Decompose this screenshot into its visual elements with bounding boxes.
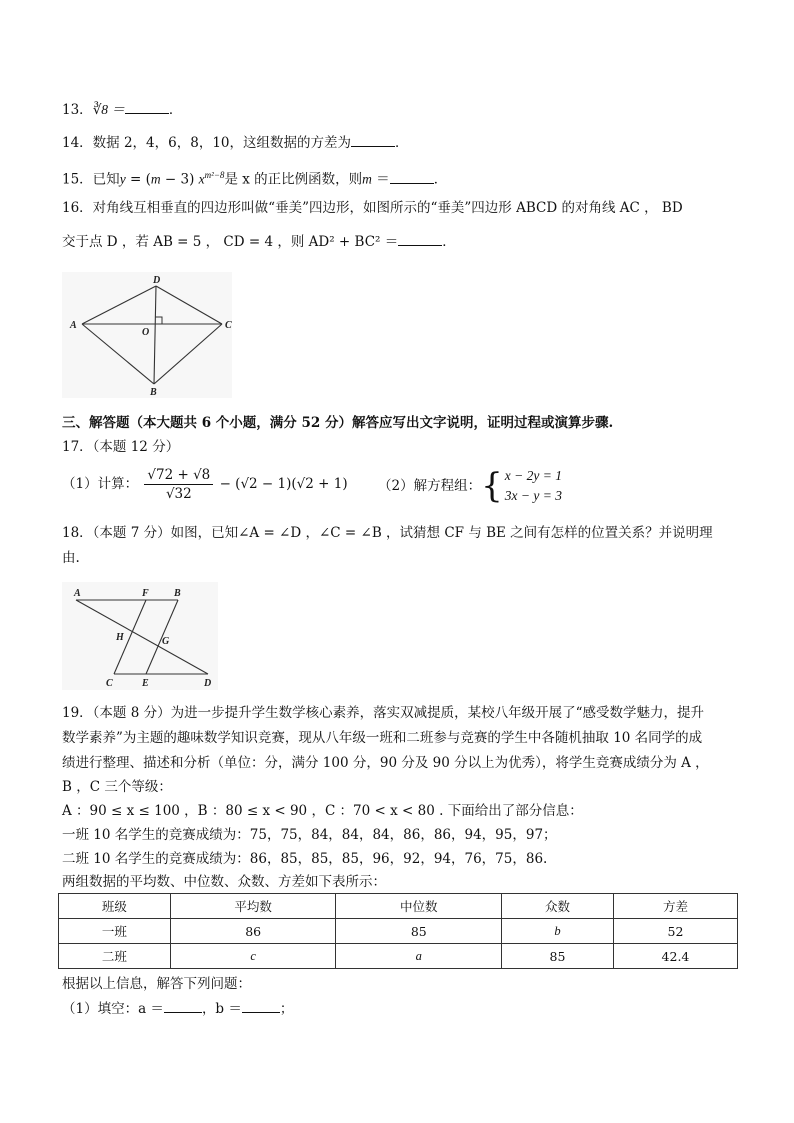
- question-17-part2: [378, 466, 562, 506]
- q15-x: x: [198, 171, 205, 187]
- table-header-cell: 方差: [613, 894, 737, 919]
- q15-end: ．: [433, 171, 448, 188]
- q15-m2: m: [362, 171, 372, 187]
- q15-eq2: ＝: [371, 171, 390, 188]
- q15-minus3: − 3): [160, 171, 199, 188]
- stats-table: [58, 893, 738, 969]
- label-G: G: [162, 636, 170, 647]
- section-3-title: 三、解答题（本大题共 6 个小题，满分 52 分）: [62, 415, 352, 431]
- question-19-line2: 数学素养”为主题的趣味数学知识竞赛，现从八年级一班和二班参与竞赛的学生中各随机抽取 10 名同学的成: [62, 730, 703, 746]
- q13-blank[interactable]: [125, 101, 169, 114]
- q17-num1: √72: [147, 467, 174, 483]
- q14-text: 14．数据 2，4，6，8，10，这组数据的方差为: [62, 135, 352, 151]
- table-header-row: [59, 894, 738, 919]
- question-14: [62, 133, 409, 153]
- question-19-line7: 二班 10 名学生的竞赛成绩为：86，85，85，85，96，92，94，76，75，86.: [62, 851, 548, 867]
- q17-p2-label: （2）解方程组：: [378, 478, 482, 494]
- question-19-part1: [62, 999, 293, 1019]
- q13-expression: ∛8 ＝: [92, 102, 125, 117]
- question-19-line3: 绩进行整理、描述和分析（单位：分，满分 100 分，90 分及 90 分以上为优秀），将学生竞赛成绩分为 A ，: [62, 755, 709, 771]
- question-19-line5: A ：90 ≤ x ≤ 100 ，B ：80 ≤ x < 90 ，C ：70 < x < 80 . 下面给出了部分信息：: [62, 803, 583, 819]
- label-A: A: [74, 588, 81, 599]
- label-O: O: [142, 327, 150, 338]
- question-19-line8: 两组数据的平均数、中位数、众数、方差如下表所示：: [62, 874, 386, 890]
- question-17-part1: [62, 466, 348, 503]
- q14-end: ．: [395, 135, 409, 151]
- table-header-cell: 平均数: [170, 894, 336, 919]
- table-row: [59, 944, 738, 969]
- question-15: [62, 165, 447, 190]
- section-3-desc: 解答应写出文字说明，证明过程或演算步骤.: [351, 415, 614, 431]
- table-row: [59, 919, 738, 944]
- q17-system: [505, 466, 562, 506]
- q17-eq1: x − 2y = 1: [504, 468, 562, 483]
- question-16-line1: 16．对角线互相垂直的四边形叫做“垂美”四边形，如图所示的“垂美”四边形 ABCD 的对角线 AC ， BD: [62, 200, 683, 216]
- question-18-line1: 18．（本题 7 分）如图，已知∠A = ∠D ，∠C = ∠B ，试猜想 CF 与 BE 之间有怎样的位置关系？并说明理: [62, 525, 713, 541]
- q15-eq: = (: [125, 171, 151, 188]
- q15-pre: 15．已知: [62, 171, 120, 188]
- table-header-cell: 班级: [59, 894, 171, 919]
- table-header-cell: 中位数: [336, 894, 502, 919]
- label-D: D: [153, 275, 161, 286]
- q17-rest: − (√2 − 1)(√2 + 1): [219, 476, 348, 492]
- q15-mid: 是 x 的正比例函数，则: [224, 171, 363, 188]
- q19-fill-a-label: （1）填空：a ＝: [62, 1001, 164, 1017]
- label-C: C: [225, 320, 232, 331]
- table-cell: 二班: [59, 944, 171, 969]
- q17-denominator: √32: [165, 486, 192, 502]
- q16-blank[interactable]: [398, 233, 442, 246]
- table-cell: a: [336, 944, 502, 969]
- table-cell: 85: [502, 944, 614, 969]
- q17-plus: +: [173, 467, 194, 483]
- question-19-line1: 19．（本题 8 分）为进一步提升学生数学核心素养，落实双减提质，某校八年级开展了“感受数学魅力，提升: [62, 705, 705, 721]
- label-H: H: [116, 632, 124, 643]
- q19-blank-b[interactable]: [242, 1000, 280, 1013]
- q16-end: ．: [442, 234, 456, 250]
- question-19-line9: 根据以上信息，解答下列问题：: [62, 976, 251, 992]
- label-E: E: [142, 678, 149, 689]
- q13-number: 13．: [62, 102, 93, 118]
- question-16-line2: [62, 232, 456, 252]
- label-B: B: [150, 387, 157, 398]
- q17-p1-label: （1）计算：: [62, 476, 139, 492]
- q15-blank[interactable]: [390, 171, 434, 184]
- question-13: [62, 100, 182, 120]
- q14-blank[interactable]: [351, 134, 395, 147]
- q17-eq2: 3x − y = 3: [504, 488, 562, 503]
- q16-line2-text: 交于点 D ，若 AB = 5 ， CD = 4 ，则 AD² + BC² ＝: [62, 234, 399, 250]
- table-cell: 85: [336, 919, 502, 944]
- q17-numerator: [144, 466, 213, 485]
- q15-y: y: [119, 171, 126, 187]
- table-cell: 一班: [59, 919, 171, 944]
- question-17-head: 17．（本题 12 分）: [62, 439, 180, 455]
- section-3-heading: [62, 413, 613, 433]
- table-cell: b: [502, 919, 614, 944]
- q17-num2: √8: [193, 467, 211, 483]
- question-18-line2: 由.: [62, 550, 80, 566]
- q13-end: ．: [168, 102, 183, 118]
- label-A: A: [70, 320, 77, 331]
- q19-fill-end: ；: [279, 1001, 294, 1017]
- q17-fraction: [144, 466, 213, 503]
- table-cell: 86: [170, 919, 336, 944]
- table-header-cell: 众数: [502, 894, 614, 919]
- q16-kite-figure: [62, 272, 232, 398]
- q15-exponent: m²−8: [204, 170, 225, 180]
- label-C: C: [106, 678, 113, 689]
- label-B: B: [174, 588, 181, 599]
- label-F: F: [142, 588, 149, 599]
- q19-fill-b-label: ，b ＝: [201, 1001, 242, 1017]
- q15-m: m: [150, 171, 161, 187]
- table-cell: 52: [613, 919, 737, 944]
- question-19-line6: 一班 10 名学生的竞赛成绩为：75，75，84，84，84，86，86，94，95，97；: [62, 827, 557, 843]
- q19-blank-a[interactable]: [164, 1000, 202, 1013]
- question-19-line4: B ，C 三个等级：: [62, 779, 172, 795]
- q17-brace: {: [481, 466, 503, 506]
- table-cell: 42.4: [613, 944, 737, 969]
- q18-figure: [62, 582, 218, 690]
- label-D: D: [204, 678, 212, 689]
- table-cell: c: [170, 944, 336, 969]
